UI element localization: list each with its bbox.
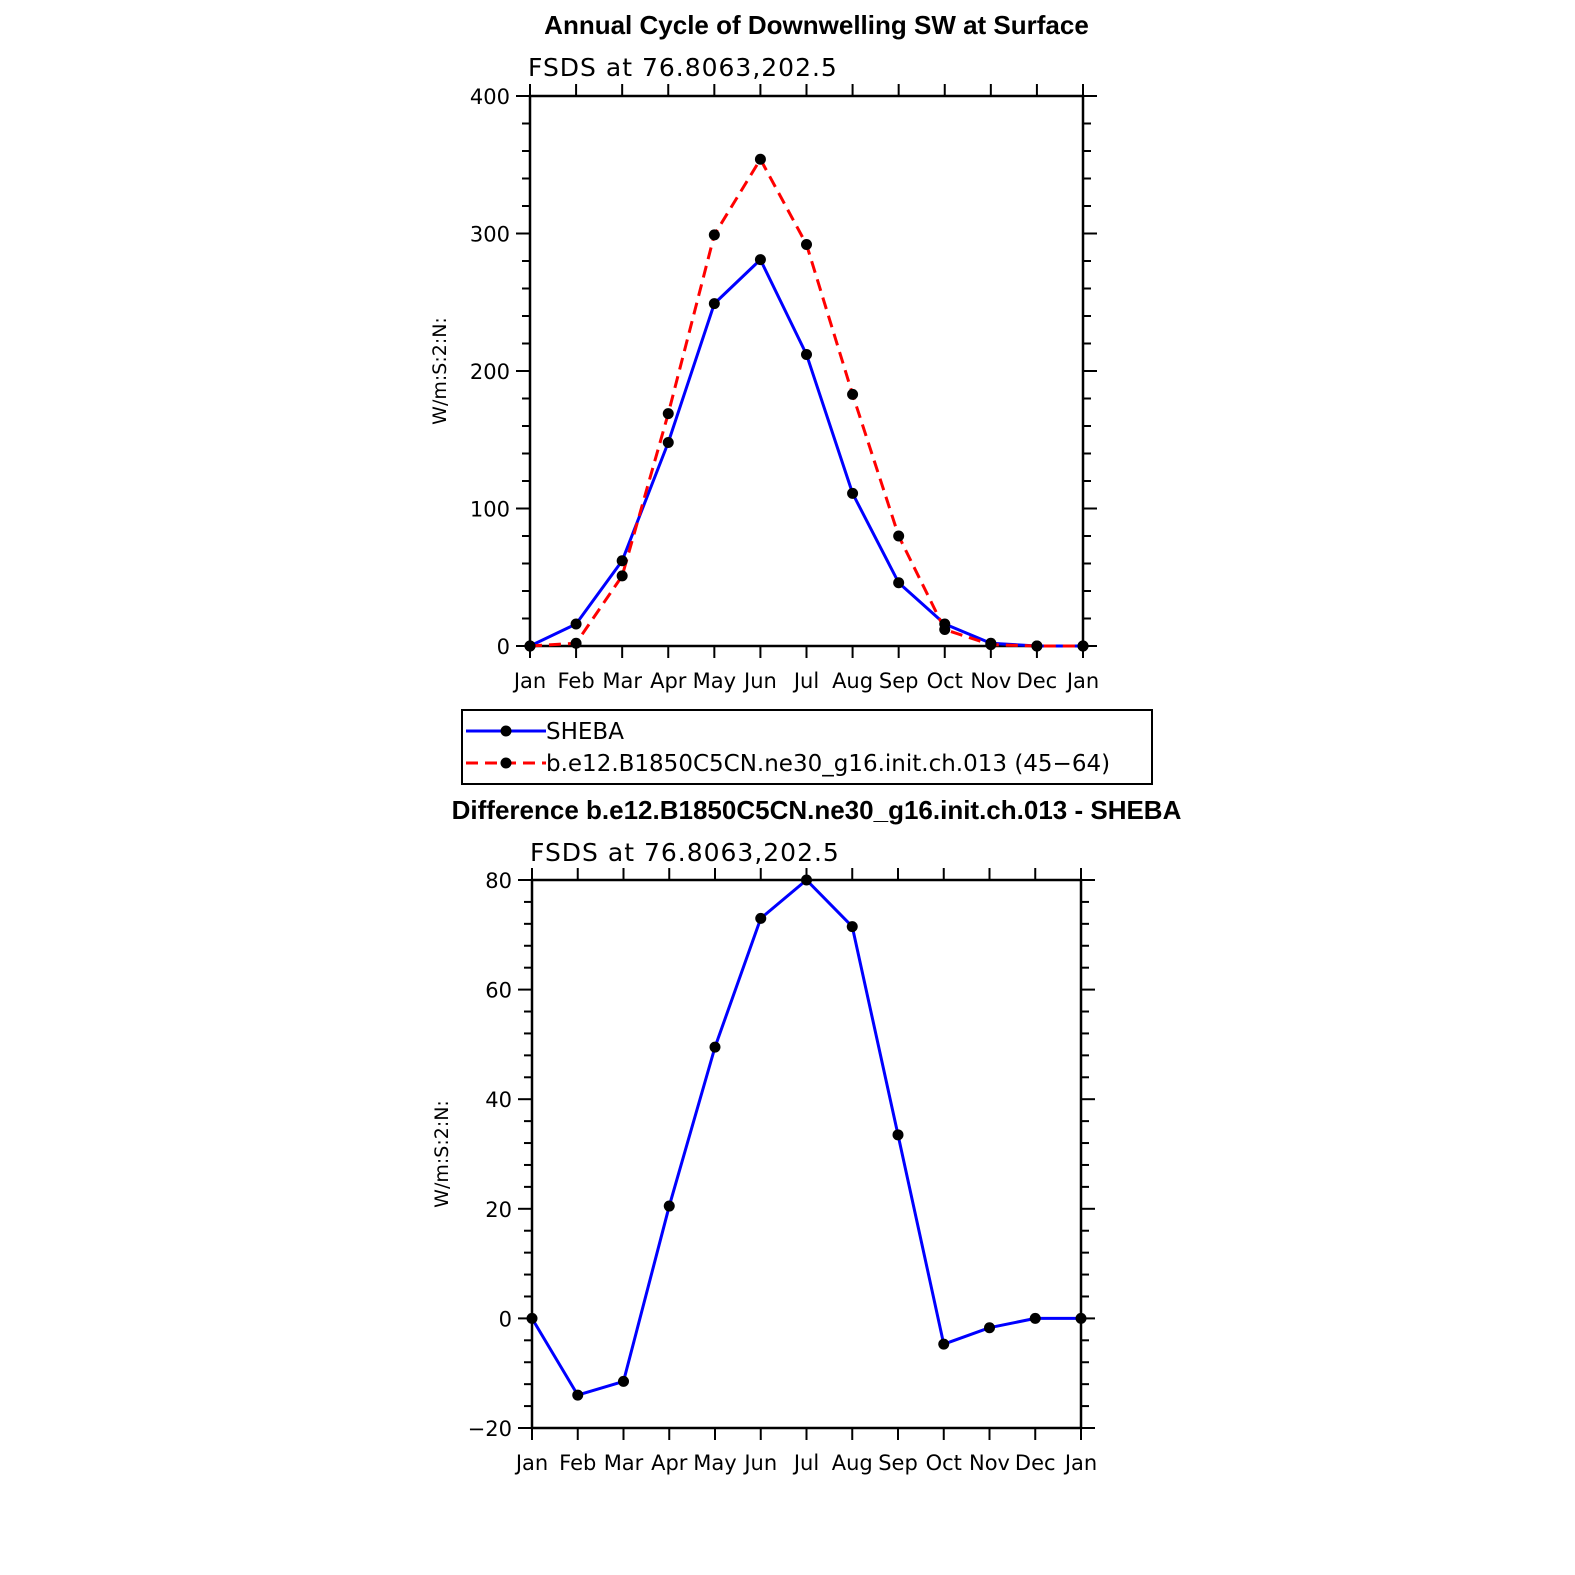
data-point <box>755 913 766 924</box>
data-point <box>618 1376 629 1387</box>
data-point <box>755 254 766 265</box>
legend-entry-0: SHEBA <box>546 719 624 745</box>
y-tick-label: 400 <box>469 85 510 109</box>
data-point <box>1076 1313 1087 1324</box>
x-tick-label: Jul <box>793 669 820 693</box>
y-tick-label: 300 <box>469 222 510 247</box>
data-point <box>1031 641 1042 652</box>
data-point <box>663 408 674 419</box>
data-point <box>893 531 904 542</box>
data-point <box>709 229 720 240</box>
legend-marker <box>501 758 512 769</box>
x-tick-label: Jan <box>515 1451 549 1475</box>
data-point <box>663 437 674 448</box>
x-tick-label: Feb <box>559 1451 597 1475</box>
y-tick-label: 200 <box>469 360 510 384</box>
x-tick-label: May <box>693 1451 737 1475</box>
data-point <box>617 570 628 581</box>
x-tick-label: Sep <box>878 669 919 693</box>
chart-title: Difference b.e12.B1850C5CN.ne30_g16.init.ch.013 - SHEBA <box>451 795 1182 825</box>
annual-cycle-chart <box>429 10 1099 693</box>
data-point <box>572 1390 583 1401</box>
y-tick-label: 20 <box>485 1197 512 1222</box>
x-tick-label: Jun <box>744 1451 778 1475</box>
data-point <box>893 1129 904 1140</box>
data-point <box>617 555 628 566</box>
data-point <box>571 638 582 649</box>
legend-marker <box>501 726 512 737</box>
series-line-0 <box>530 260 1083 646</box>
x-tick-label: Jul <box>793 1451 820 1475</box>
data-point <box>525 641 536 652</box>
data-point <box>938 1339 949 1350</box>
y-tick-label: 60 <box>485 978 512 1003</box>
data-point <box>984 1322 995 1333</box>
series-line-0 <box>532 880 1081 1395</box>
data-point <box>527 1313 538 1324</box>
y-tick-label: 0 <box>496 635 510 659</box>
x-tick-label: Apr <box>651 1451 688 1475</box>
x-tick-label: Jun <box>744 669 777 693</box>
data-point <box>1078 641 1089 652</box>
data-point <box>1030 1313 1041 1324</box>
data-point <box>710 1042 721 1053</box>
x-tick-label: Jan <box>513 669 547 693</box>
chart-subtitle: FSDS at 76.8063,202.5 <box>528 53 838 82</box>
x-tick-label: Jan <box>1066 669 1100 693</box>
data-point <box>847 921 858 932</box>
plot-frame <box>532 880 1081 1428</box>
x-tick-label: Nov <box>969 1451 1010 1475</box>
x-tick-label: Apr <box>650 669 687 693</box>
data-point <box>801 349 812 360</box>
y-tick-label: 80 <box>485 869 512 893</box>
legend <box>462 710 1152 784</box>
x-tick-label: Dec <box>1014 1451 1056 1475</box>
x-tick-label: Sep <box>878 1451 918 1475</box>
data-point <box>755 154 766 165</box>
data-point <box>571 619 582 630</box>
x-tick-label: Oct <box>926 669 963 693</box>
difference-chart <box>431 795 1182 1475</box>
chart-subtitle: FSDS at 76.8063,202.5 <box>530 838 840 867</box>
data-point <box>847 488 858 499</box>
x-tick-label: Jan <box>1064 1451 1098 1475</box>
y-tick-label: 40 <box>485 1088 512 1113</box>
x-tick-label: Oct <box>925 1451 962 1475</box>
x-tick-label: Aug <box>831 1451 873 1475</box>
x-tick-label: Aug <box>832 669 874 693</box>
x-tick-label: Dec <box>1016 669 1058 693</box>
data-point <box>801 875 812 886</box>
data-point <box>893 577 904 588</box>
x-tick-label: Mar <box>602 669 642 693</box>
x-tick-label: Feb <box>557 669 595 693</box>
data-point <box>939 624 950 635</box>
x-tick-label: May <box>692 669 737 693</box>
legend-entry-1: b.e12.B1850C5CN.ne30_g16.init.ch.013 (45−64) <box>546 751 1111 777</box>
plot-frame <box>530 96 1083 646</box>
data-point <box>801 239 812 250</box>
chart-title: Annual Cycle of Downwelling SW at Surface <box>544 10 1089 40</box>
data-point <box>847 389 858 400</box>
x-tick-label: Nov <box>970 669 1012 693</box>
data-point <box>709 298 720 309</box>
data-point <box>985 639 996 650</box>
y-axis-label: W/m:S:2:N: <box>429 317 451 425</box>
x-tick-label: Mar <box>603 1451 644 1475</box>
y-axis-label: W/m:S:2:N: <box>431 1100 453 1208</box>
y-tick-label: 0 <box>498 1307 512 1332</box>
y-tick-label: 100 <box>469 497 510 522</box>
y-tick-label: −20 <box>467 1417 512 1441</box>
data-point <box>664 1201 675 1212</box>
